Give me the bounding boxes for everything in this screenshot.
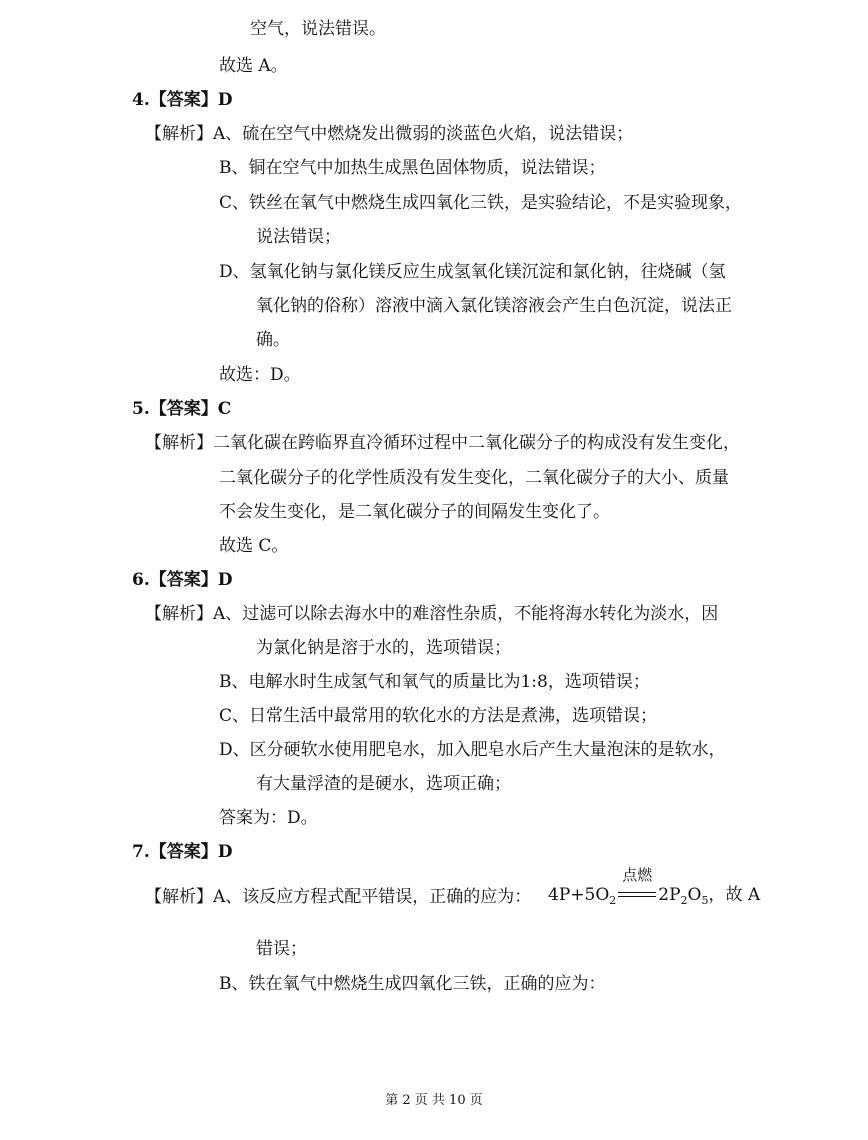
analysis-line: 【解析】A、硫在空气中燃烧发出微弱的淡蓝色火焰，说法错误； <box>145 124 634 144</box>
equation-reactants: 4P+5O <box>548 885 610 905</box>
text-line: C、铁丝在氧气中燃烧生成四氧化三铁，是实验结论，不是实验现象， <box>219 193 743 213</box>
text-line: 说法错误； <box>256 227 341 247</box>
text-line: 不会发生变化，是二氧化碳分子的间隔发生变化了。 <box>219 502 610 522</box>
text-line: 故选：D。 <box>219 365 301 385</box>
text-line: 空气，说法错误。 <box>250 19 386 39</box>
page-footer: 第 2 页 共 10 页 <box>385 1093 483 1108</box>
analysis-line: 【解析】A、过滤可以除去海水中的难溶性杂质，不能将海水转化为淡水，因 <box>145 604 719 624</box>
text-line: 确。 <box>256 330 290 350</box>
reaction-condition: 点燃 <box>622 866 653 884</box>
answer-heading-7: 7.【答案】D <box>132 842 233 862</box>
equals-bar-top <box>618 892 656 893</box>
subscript: 2 <box>680 894 688 907</box>
text-line: 氧化钠的俗称）溶液中滴入氯化镁溶液会产生白色沉淀，说法正 <box>256 296 732 316</box>
text-line: 有大量浮渣的是硬水，选项正确； <box>256 774 511 794</box>
text-line: B、电解水时生成氢气和氧气的质量比为1:8，选项错误； <box>219 672 650 692</box>
equation-product: 2P <box>658 885 681 905</box>
text-line: C、日常生活中最常用的软化水的方法是煮沸，选项错误； <box>219 706 658 726</box>
text-line: 故选 C。 <box>219 536 289 556</box>
subscript: 5 <box>701 894 709 907</box>
answer-heading-4: 4.【答案】D <box>132 90 233 110</box>
answer-heading-5: 5.【答案】C <box>132 399 232 419</box>
analysis-line: 【解析】A、该反应方程式配平错误，正确的应为： <box>145 887 532 907</box>
chemical-equation <box>548 866 761 908</box>
analysis-line: 【解析】二氧化碳在跨临界直冷循环过程中二氧化碳分子的构成没有发生变化， <box>145 433 740 453</box>
answer-heading-6: 6.【答案】D <box>132 570 233 590</box>
equation-tail: ，故 A <box>708 885 761 905</box>
text-line: 为氯化钠是溶于水的，选项错误； <box>256 638 511 658</box>
subscript: 2 <box>609 894 617 907</box>
text-line: D、氢氧化钠与氯化镁反应生成氢氧化镁沉淀和氯化钠，往烧碱（氢 <box>219 262 726 282</box>
text-line: B、铜在空气中加热生成黑色固体物质，说法错误； <box>219 158 606 178</box>
equation-product-o: O <box>687 885 702 905</box>
equals-bar-bottom <box>618 896 656 897</box>
text-line: 二氧化碳分子的化学性质没有发生变化，二氧化碳分子的大小、质量 <box>219 468 729 488</box>
text-line: 答案为：D。 <box>219 808 318 828</box>
reaction-condition-arrow <box>618 866 656 906</box>
text-line: B、铁在氧气中燃烧生成四氧化三铁，正确的应为： <box>219 974 606 994</box>
text-line: D、区分硬软水使用肥皂水，加入肥皂水后产生大量泡沫的是软水， <box>219 740 726 760</box>
text-line: 错误； <box>256 939 307 959</box>
text-line: 故选 A。 <box>219 56 288 76</box>
